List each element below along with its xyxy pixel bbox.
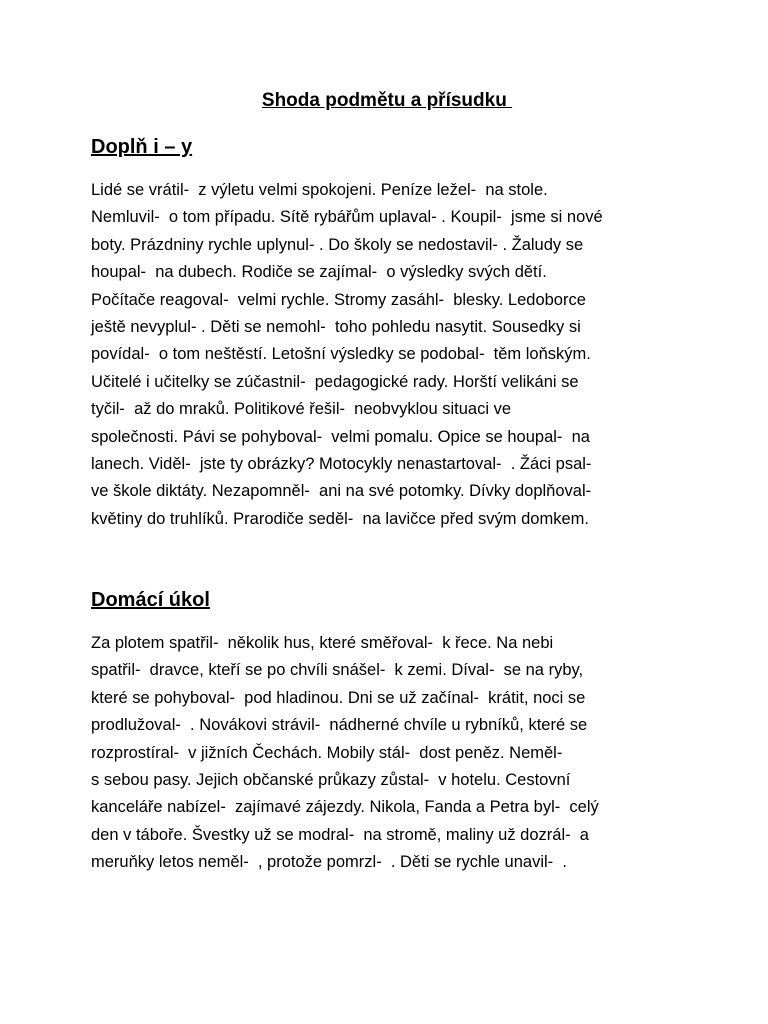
text-line: které se pohyboval- pod hladinou. Dni se už začínal- krátit, noci se	[91, 688, 586, 707]
text-line: květiny do truhlíků. Prarodiče seděl- na lavičce před svým domkem.	[91, 509, 589, 528]
text-line: Počítače reagoval- velmi rychle. Stromy zasáhl- blesky. Ledoborce	[91, 290, 586, 309]
section-heading-homework: Domácí úkol	[91, 589, 210, 611]
text-line: spatřil- dravce, kteří se po chvíli snášel- k zemi. Díval- se na ryby,	[91, 661, 584, 680]
text-line: ve škole diktáty. Nezapomněl- ani na své potomky. Dívky doplňoval-	[91, 482, 592, 501]
text-line: rozprostíral- v jižních Čechách. Mobily stál- dost peněz. Neměl-	[91, 743, 563, 762]
text-line: ještě nevyplul- . Děti se nemohl- toho pohledu nasytit. Sousedky si	[91, 318, 581, 337]
text-line: společnosti. Pávi se pohyboval- velmi pomalu. Opice se houpal- na	[91, 427, 590, 446]
text-line: lanech. Viděl- jste ty obrázky? Motocykly nenastartoval- . Žáci psal-	[91, 455, 592, 474]
text-line: meruňky letos neměl- , protože pomrzl- . Děti se rychle unavil- .	[91, 853, 567, 872]
page-title: Shoda podmětu a přísudku	[261, 90, 513, 111]
text-line: boty. Prázdniny rychle uplynul- . Do školy se nedostavil- . Žaludy se	[91, 235, 584, 254]
text-line: s sebou pasy. Jejich občanské průkazy zůstal- v hotelu. Cestovní	[91, 771, 571, 790]
text-line: tyčil- až do mraků. Politikové řešil- neobvyklou situaci ve	[91, 400, 511, 419]
text-line: kanceláře nabízel- zajímavé zájezdy. Nikola, Fanda a Petra byl- celý	[91, 798, 599, 817]
text-line: povídal- o tom neštěstí. Letošní výsledky se podobal- těm loňským.	[91, 345, 591, 364]
text-line: den v táboře. Švestky už se modral- na stromě, maliny už dozrál- a	[91, 825, 589, 844]
text-line: prodlužoval- . Novákovi strávil- nádherné chvíle u rybníků, které se	[91, 716, 588, 735]
exercise-paragraph	[91, 177, 711, 533]
text-line: Učitelé i učitelky se zúčastnil- pedagogické rady. Horští velikáni se	[91, 372, 579, 391]
text-line: houpal- na dubech. Rodiče se zajímal- o výsledky svých dětí.	[91, 263, 547, 282]
text-line: Lidé se vrátil- z výletu velmi spokojeni. Peníze ležel- na stole.	[91, 181, 548, 199]
section-heading-fill-in: Doplň i – y	[91, 136, 193, 158]
homework-paragraph	[91, 630, 711, 877]
text-line: Nemluvil- o tom případu. Sítě rybářům uplaval- . Koupil- jsme si nové	[91, 208, 603, 227]
text-line: Za plotem spatřil- několik hus, které směřoval- k řece. Na nebi	[91, 634, 554, 652]
